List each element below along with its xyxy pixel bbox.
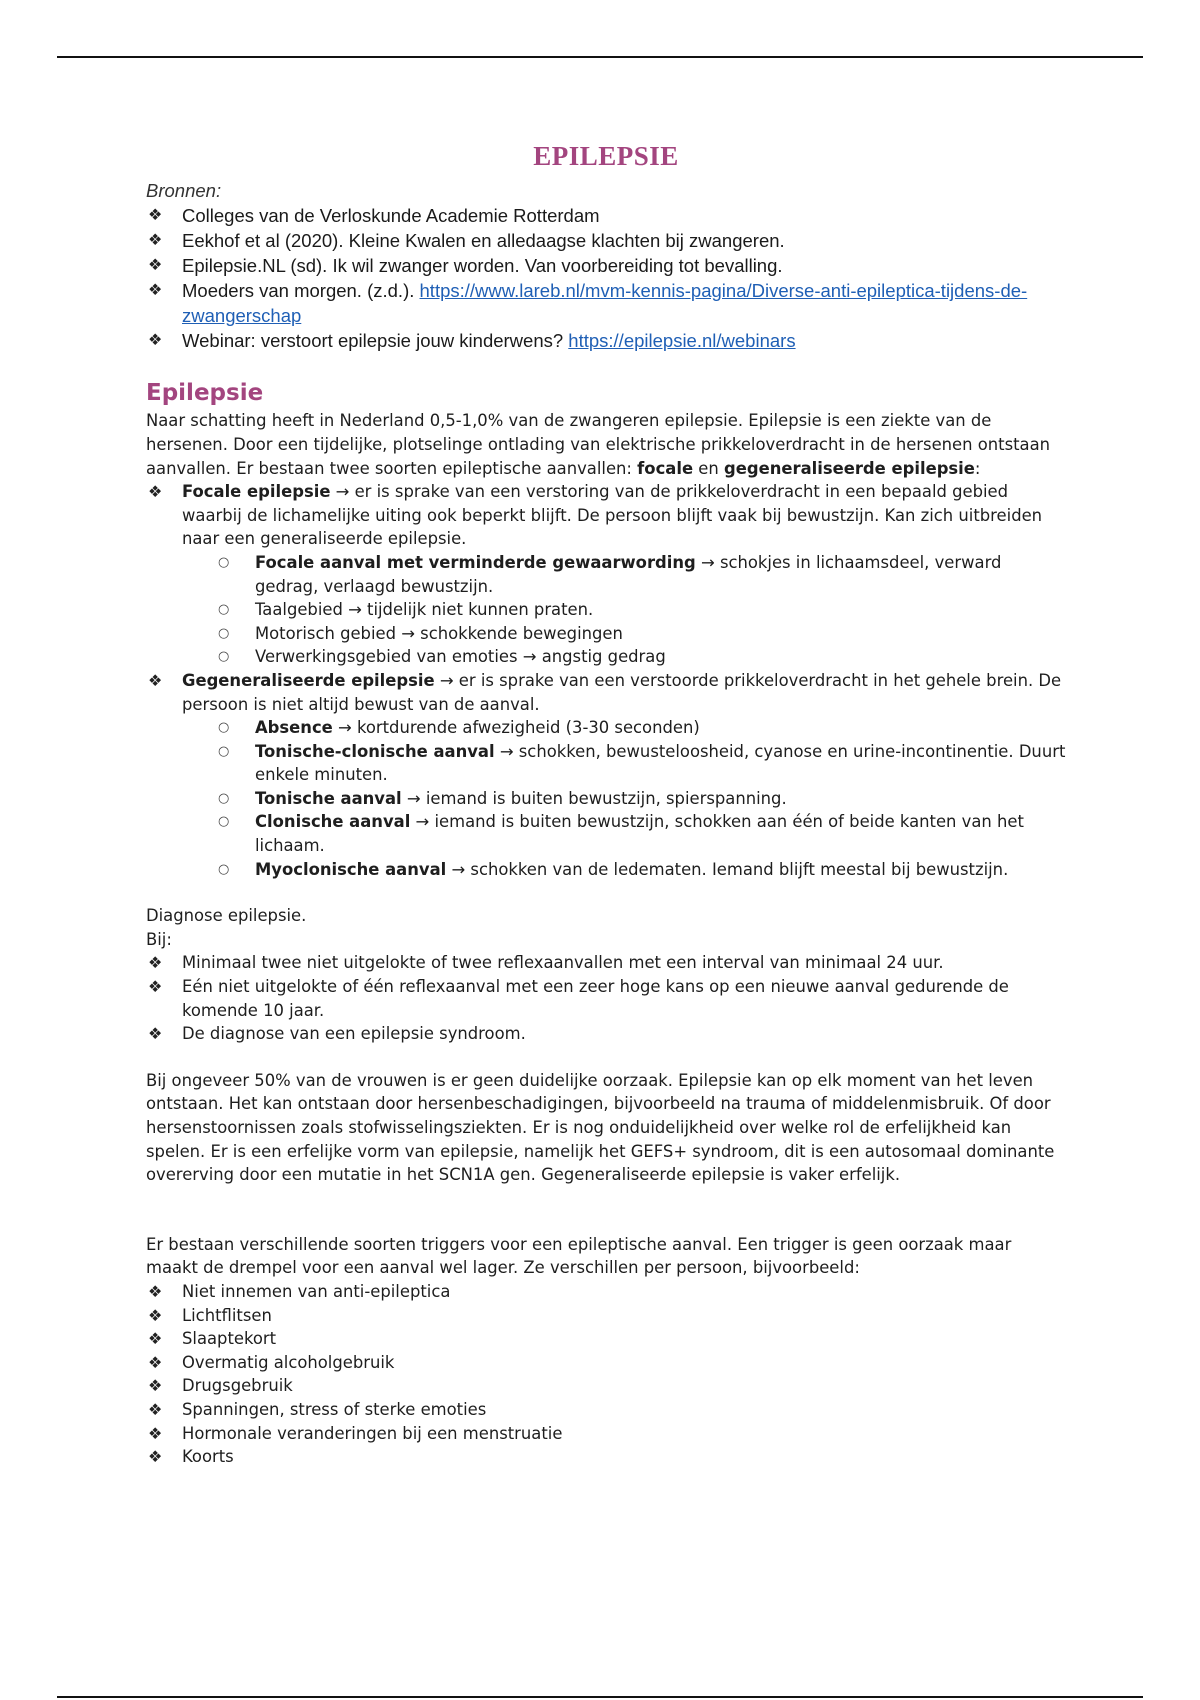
circle-bullet-icon: ○: [218, 743, 230, 759]
source-item: [146, 203, 1066, 228]
seizure-description: Taalgebied → tijdelijk niet kunnen praten.: [255, 600, 594, 620]
trigger-text: Drugsgebruik: [182, 1376, 293, 1396]
seizure-item: [218, 622, 1066, 646]
trigger-item: [146, 1398, 1066, 1422]
diagnosis-lead: Bij:: [146, 929, 172, 949]
diamond-bullet-icon: ❖: [148, 482, 163, 502]
source-text: Colleges van de Verloskunde Academie Rotterdam: [182, 205, 600, 227]
seizure-item: [218, 716, 1066, 740]
seizure-sublist: [146, 716, 1066, 881]
seizure-item: [218, 645, 1066, 669]
circle-bullet-icon: ○: [218, 602, 230, 618]
type-description: → er is sprake van een verstoring van de prikkeloverdracht in een bepaald gebied waarbij de lichamelijke uiting ook beperkt blijft. De persoon blijft vaak bij bewustzijn. Kan zich uitbreiden naar een generaliseerde epilepsie.: [182, 482, 1043, 549]
sources-block: [146, 178, 1066, 353]
diamond-bullet-icon: ❖: [148, 1352, 163, 1372]
type-term: Focale epilepsie: [182, 482, 331, 502]
circle-bullet-icon: ○: [218, 861, 230, 877]
trigger-item: [146, 1422, 1066, 1446]
diamond-bullet-icon: ❖: [148, 207, 163, 225]
diamond-bullet-icon: ❖: [148, 670, 163, 690]
circle-bullet-icon: ○: [218, 814, 230, 830]
circle-bullet-icon: ○: [218, 625, 230, 641]
seizure-description: Verwerkingsgebied van emoties → angstig gedrag: [255, 647, 666, 667]
seizure-description: → iemand is buiten bewustzijn, schokken aan één of beide kanten van het lichaam.: [255, 812, 1024, 856]
sources-label: Bronnen:: [146, 180, 222, 202]
diagnosis-item: [146, 975, 1066, 1022]
diamond-bullet-icon: ❖: [148, 1305, 163, 1325]
diamond-bullet-icon: ❖: [148, 332, 163, 350]
seizure-term: Clonische aanval: [255, 812, 411, 832]
section-heading: Epilepsie: [146, 380, 264, 407]
epilepsy-type-item: [146, 669, 1066, 716]
diagnosis-text: Minimaal twee niet uitgelokte of twee reflexaanvallen met een interval van minimaal 24 uur.: [182, 953, 944, 973]
diamond-bullet-icon: ❖: [148, 1024, 163, 1044]
section-body: [146, 409, 1066, 1468]
source-link[interactable]: https://epilepsie.nl/webinars: [568, 330, 796, 352]
intro-paragraph: Naar schatting heeft in Nederland 0,5-1,0% van de zwangeren epilepsie. Epilepsie is een ziekte van de hersenen. Door een tijdelijke, plotselinge ontlading van elektrische prikkeloverdracht in de hersenen ontstaan aanvallen. Er bestaan twee soorten epileptische aanvallen: focale en gegeneraliseerde epilepsie:: [146, 411, 1051, 478]
trigger-text: Hormonale veranderingen bij een menstruatie: [182, 1423, 563, 1443]
seizure-item: [218, 740, 1066, 787]
seizure-item: [218, 858, 1066, 882]
diagnosis-list: [146, 951, 1066, 1045]
trigger-item: [146, 1327, 1066, 1351]
source-text: Eekhof et al (2020). Kleine Kwalen en alledaagse klachten bij zwangeren.: [182, 230, 785, 252]
type-term: Gegeneraliseerde epilepsie: [182, 670, 435, 690]
circle-bullet-icon: ○: [218, 720, 230, 736]
sources-list: [146, 203, 1066, 353]
seizure-description: → iemand is buiten bewustzijn, spierspanning.: [406, 788, 787, 808]
document-title: EPILEPSIE: [533, 141, 679, 171]
diamond-bullet-icon: ❖: [148, 1399, 163, 1419]
seizure-description: → kortdurende afwezigheid (3-30 seconden): [338, 718, 700, 738]
circle-bullet-icon: ○: [218, 554, 230, 570]
seizure-term: Focale aanval met verminderde gewaarwording: [255, 552, 696, 572]
source-text: Moeders van morgen. (z.d.).: [182, 280, 415, 302]
diamond-bullet-icon: ❖: [148, 282, 163, 300]
seizure-description: → schokken van de ledematen. Iemand blijft meestal bij bewustzijn.: [451, 859, 1009, 879]
diamond-bullet-icon: ❖: [148, 1447, 163, 1467]
seizure-description: → schokjes in lichaamsdeel, verward gedrag, verlaagd bewustzijn.: [255, 552, 1002, 596]
trigger-item: [146, 1280, 1066, 1304]
diamond-bullet-icon: ❖: [148, 1281, 163, 1301]
diamond-bullet-icon: ❖: [148, 232, 163, 250]
diamond-bullet-icon: ❖: [148, 1329, 163, 1349]
trigger-item: [146, 1374, 1066, 1398]
trigger-text: Spanningen, stress of sterke emoties: [182, 1399, 487, 1419]
seizure-item: [218, 810, 1066, 857]
diagnosis-text: De diagnose van een epilepsie syndroom.: [182, 1024, 526, 1044]
seizure-term: Myoclonische aanval: [255, 859, 447, 879]
type-description: → er is sprake van een verstoorde prikkeloverdracht in het gehele brein. De persoon is niet altijd bewust van de aanval.: [182, 670, 1062, 714]
cause-paragraph: Bij ongeveer 50% van de vrouwen is er geen duidelijke oorzaak. Epilepsie kan op elk moment van het leven ontstaan. Het kan ontstaan door hersenbeschadigingen, bijvoorbeeld na trauma of middelenmisbruik. Of door hersenstoornissen zoals stofwisselingsziekten. Er is nog onduidelijkheid over welke rol de erfelijkheid kan spelen. Er is een erfelijke vorm van epilepsie, namelijk het GEFS+ syndroom, dit is een autosomaal dominante overerving door een mutatie in het SCN1A gen. Gegeneraliseerde epilepsie is vaker erfelijk.: [146, 1070, 1055, 1185]
source-text: Webinar: verstoort epilepsie jouw kinderwens?: [182, 330, 564, 352]
seizure-item: [218, 551, 1066, 598]
seizure-description: → schokken, bewusteloosheid, cyanose en urine-incontinentie. Duurt enkele minuten.: [255, 741, 1066, 785]
diamond-bullet-icon: ❖: [148, 1376, 163, 1396]
diagnosis-text: Eén niet uitgelokte of één reflexaanval met een zeer hoge kans op een nieuwe aanval gedurende de komende 10 jaar.: [182, 977, 1009, 1020]
seizure-description: Motorisch gebied → schokkende bewegingen: [255, 623, 623, 643]
triggers-list: [146, 1280, 1066, 1469]
diamond-bullet-icon: ❖: [148, 1423, 163, 1443]
epilepsy-types-list: [146, 480, 1066, 881]
diamond-bullet-icon: ❖: [148, 953, 163, 973]
source-item: [146, 328, 1066, 353]
footer-rule: [57, 1696, 1143, 1698]
triggers-paragraph: Er bestaan verschillende soorten triggers voor een epileptische aanval. Een trigger is geen oorzaak maar maakt de drempel voor een aanval wel lager. Ze verschillen per persoon, bijvoorbeeld:: [146, 1234, 1012, 1278]
source-item: [146, 278, 1066, 328]
diamond-bullet-icon: ❖: [148, 977, 163, 997]
source-item: [146, 228, 1066, 253]
seizure-term: Tonische aanval: [255, 788, 402, 808]
trigger-text: Overmatig alcoholgebruik: [182, 1352, 395, 1372]
trigger-item: [146, 1445, 1066, 1469]
seizure-item: [218, 787, 1066, 811]
header-rule: [57, 56, 1143, 58]
source-link[interactable]: https://www.lareb.nl/mvm-kennis-pagina/Diverse-anti-epileptica-tijdens-de-zwangerschap: [182, 280, 1028, 327]
source-text: Epilepsie.NL (sd). Ik wil zwanger worden. Van voorbereiding tot bevalling.: [182, 255, 783, 277]
seizure-sublist: [146, 551, 1066, 669]
seizure-item: [218, 598, 1066, 622]
trigger-text: Lichtflitsen: [182, 1305, 272, 1325]
document-body: [146, 140, 1066, 1469]
circle-bullet-icon: ○: [218, 649, 230, 665]
diagnosis-item: [146, 1022, 1066, 1046]
seizure-term: Tonische-clonische aanval: [255, 741, 495, 761]
diagnosis-item: [146, 951, 1066, 975]
trigger-item: [146, 1304, 1066, 1328]
trigger-item: [146, 1351, 1066, 1375]
trigger-text: Koorts: [182, 1447, 234, 1467]
circle-bullet-icon: ○: [218, 790, 230, 806]
source-item: [146, 253, 1066, 278]
diagnosis-title: Diagnose epilepsie.: [146, 906, 307, 926]
trigger-text: Niet innemen van anti-epileptica: [182, 1281, 451, 1301]
epilepsy-type-item: [146, 480, 1066, 551]
trigger-text: Slaaptekort: [182, 1329, 277, 1349]
diamond-bullet-icon: ❖: [148, 257, 163, 275]
seizure-term: Absence: [255, 718, 333, 738]
